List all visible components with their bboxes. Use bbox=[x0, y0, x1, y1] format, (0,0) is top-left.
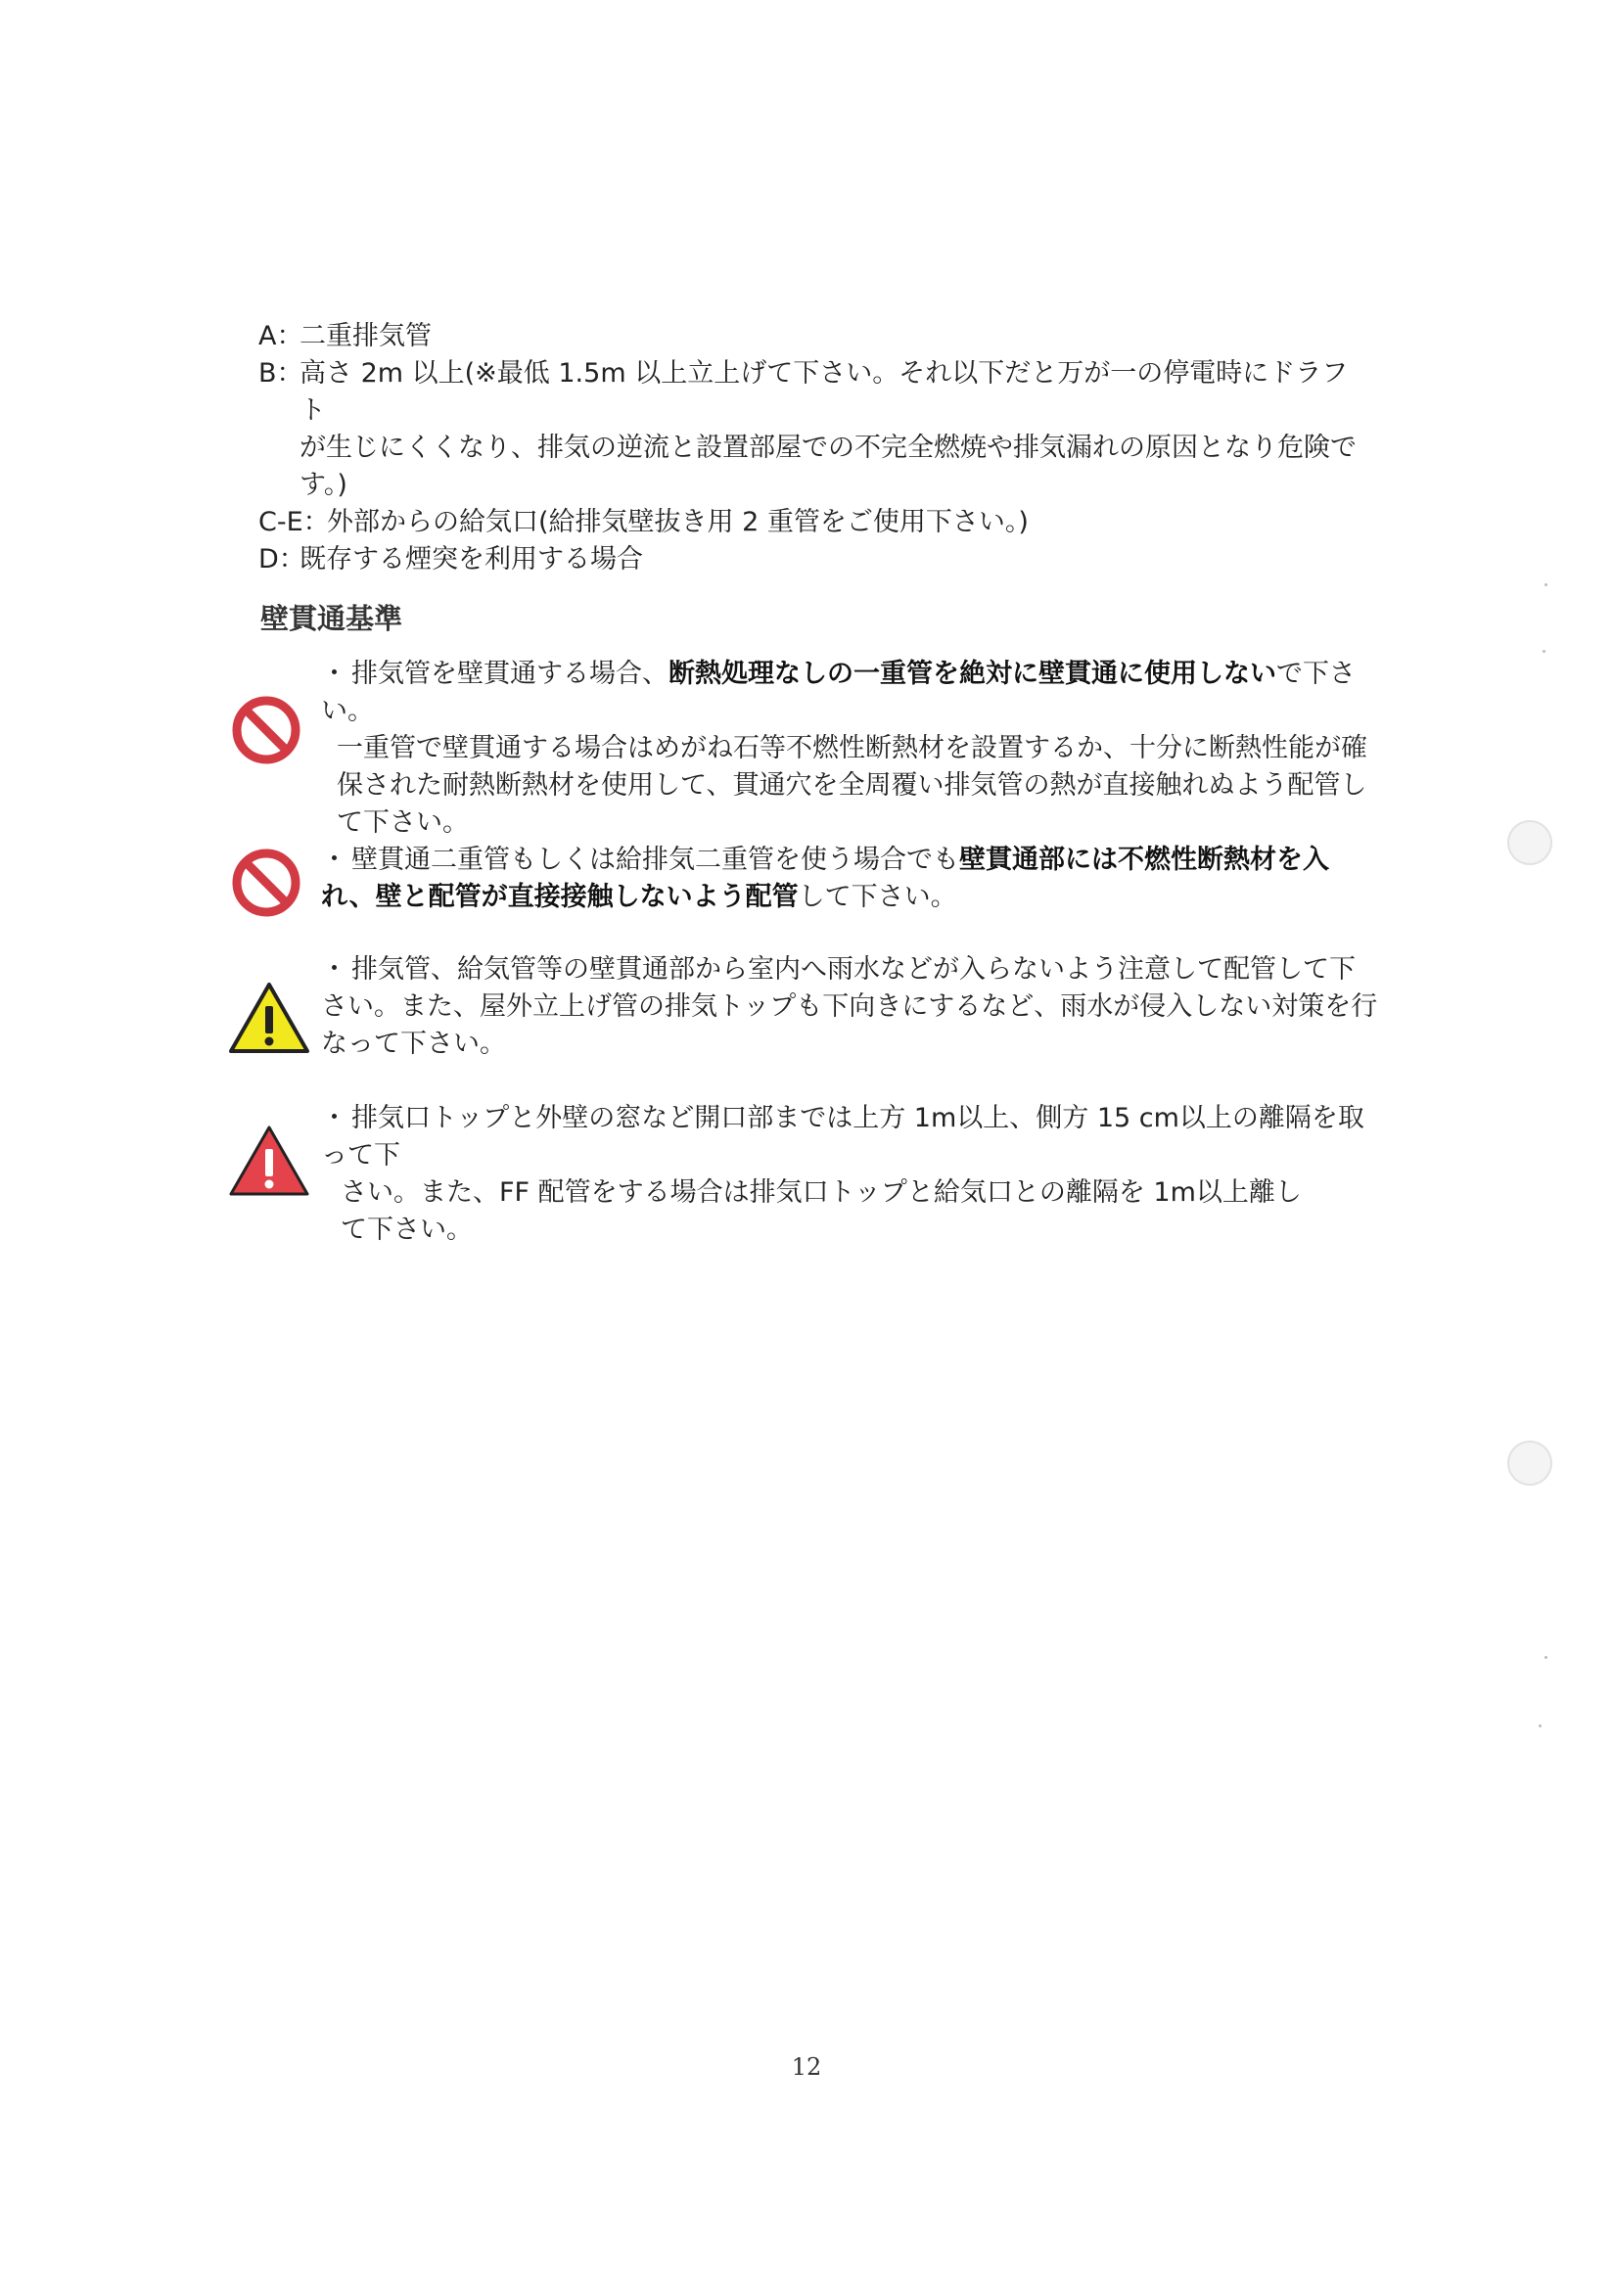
bullet: ・ bbox=[321, 845, 347, 875]
page-number: 12 bbox=[791, 2053, 822, 2081]
definition-a bbox=[258, 318, 1374, 355]
item-tail: して下さい。 bbox=[798, 882, 957, 912]
definition-c-e bbox=[258, 504, 1374, 541]
bullet: ・ bbox=[321, 659, 347, 689]
item-text bbox=[321, 951, 1378, 1063]
definition-key: D： bbox=[258, 544, 305, 574]
definition-text: 既存する煙突を利用する場合 bbox=[300, 544, 643, 574]
bullet: ・ bbox=[321, 1103, 347, 1133]
prohibition-icon bbox=[227, 691, 305, 773]
scan-speck bbox=[1544, 1656, 1547, 1659]
item-emphasis: 断熱処理なしの一重管を絶対に壁貫通に使用しない bbox=[668, 659, 1276, 689]
bullet: ・ bbox=[321, 954, 347, 985]
definition-d bbox=[258, 541, 1374, 578]
standard-item-4 bbox=[227, 1100, 1382, 1245]
definition-key: A： bbox=[258, 321, 303, 351]
definition-text: 二重排気管 bbox=[300, 321, 432, 351]
item-continuation: さい。また、FF 配管をする場合は排気口トップと給気口との離隔を 1m以上離して下さい。 bbox=[341, 1177, 1302, 1245]
standard-item-2 bbox=[227, 842, 1382, 930]
warning-icon bbox=[227, 1124, 311, 1202]
item-text bbox=[321, 1100, 1378, 1249]
section-title: 壁貫通基準 bbox=[260, 602, 403, 635]
legend-definitions bbox=[258, 318, 1374, 578]
definition-text: 高さ 2m 以上(※最低 1.5m 以上立上げて下さい。それ以下だと万が一の停電時にドラフト bbox=[300, 358, 1349, 426]
binder-hole bbox=[1507, 1441, 1552, 1486]
caution-icon bbox=[227, 981, 311, 1059]
standard-item-1 bbox=[227, 656, 1382, 838]
definition-text-continued: が生じにくくなり、排気の逆流と設置部屋での不完全燃焼や排気漏れの原因となり危険で bbox=[300, 433, 1357, 463]
scan-speck bbox=[1539, 1724, 1542, 1727]
definition-key: B： bbox=[258, 358, 303, 389]
item-first-line: 排気口トップと外壁の窓など開口部までは上方 1m以上、側方 15 cm以上の離隔を取って下 bbox=[321, 1103, 1364, 1171]
item-lead: 排気管を壁貫通する場合、 bbox=[351, 659, 668, 689]
item-emphasis: 壁貫通部には不燃性断熱材を入れ、壁と配管が直接接触しないよう配管 bbox=[321, 845, 1329, 912]
item-continuation: 一重管で壁貫通する場合はめがね石等不燃性断熱材を設置するか、十分に断熱性能が確保された耐熱断熱材を使用して、貫通穴を全周覆い排気管の熱が直接触れぬよう配管して下さい。 bbox=[337, 733, 1367, 838]
definition-b bbox=[258, 355, 1374, 430]
item-text bbox=[321, 656, 1378, 842]
definition-text-continued: す。) bbox=[300, 470, 347, 500]
prohibition-icon bbox=[227, 844, 305, 926]
scan-speck bbox=[1543, 650, 1545, 653]
binder-hole bbox=[1507, 820, 1552, 865]
standard-item-3 bbox=[227, 951, 1382, 1069]
definition-text: 外部からの給気口(給排気壁抜き用 2 重管をご使用下さい。) bbox=[327, 507, 1029, 537]
item-text bbox=[321, 842, 1378, 916]
definition-key: C-E： bbox=[258, 507, 330, 537]
item-lead: 壁貫通二重管もしくは給排気二重管を使う場合でも bbox=[351, 845, 959, 875]
scan-speck bbox=[1544, 583, 1547, 586]
item-body: 排気管、給気管等の壁貫通部から室内へ雨水などが入らないよう注意して配管して下さい。また、屋外立上げ管の排気トップも下向きにするなど、雨水が侵入しない対策を行なって下さい。 bbox=[321, 954, 1378, 1059]
item-tail: で下さい。 bbox=[321, 659, 1356, 726]
